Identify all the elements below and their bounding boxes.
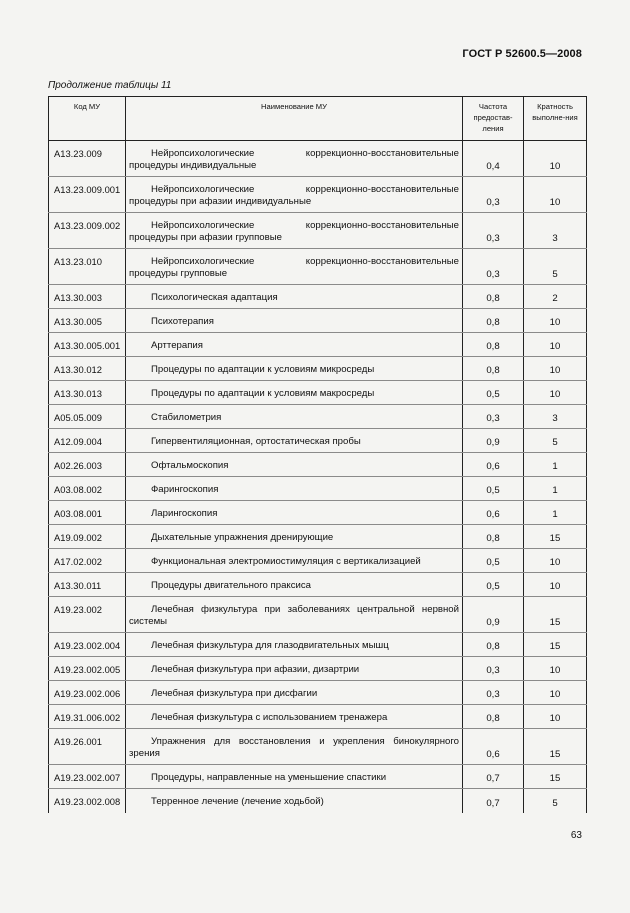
name-cell: Лечебная физкультура при дисфагии <box>126 681 463 705</box>
name-cell: Лечебная физкультура для глазодвигательных мышц <box>126 633 463 657</box>
table-row <box>49 501 587 525</box>
table-row <box>49 765 587 789</box>
column-header-frequency: Частота предостав-ления <box>463 97 524 141</box>
frequency-cell: 0,3 <box>463 657 524 681</box>
frequency-cell: 0,3 <box>463 405 524 429</box>
name-cell: Упражнения для восстановления и укрепления бинокулярного зрения <box>126 729 463 765</box>
table-row <box>49 357 587 381</box>
table-row <box>49 429 587 453</box>
table-row <box>49 573 587 597</box>
frequency-cell: 0,9 <box>463 597 524 633</box>
frequency-cell: 0,8 <box>463 285 524 309</box>
name-cell: Нейропсихологические коррекционно-восстановительные процедуры индивидуальные <box>126 141 463 177</box>
frequency-cell: 0,3 <box>463 213 524 249</box>
frequency-cell: 0,8 <box>463 525 524 549</box>
frequency-cell: 0,5 <box>463 549 524 573</box>
table-row <box>49 453 587 477</box>
frequency-cell: 0,3 <box>463 177 524 213</box>
code-cell: A13.23.009.002 <box>49 213 126 249</box>
name-cell: Нейропсихологические коррекционно-восстановительные процедуры при афазии групповые <box>126 213 463 249</box>
name-cell: Процедуры, направленные на уменьшение спастики <box>126 765 463 789</box>
column-header-multiplicity: Кратность выполне-ния <box>524 97 587 141</box>
name-cell: Терренное лечение (лечение ходьбой) <box>126 789 463 813</box>
multiplicity-cell: 10 <box>524 549 587 573</box>
table-row <box>49 177 587 213</box>
multiplicity-cell: 10 <box>524 705 587 729</box>
multiplicity-cell: 10 <box>524 333 587 357</box>
multiplicity-cell: 2 <box>524 285 587 309</box>
table-row <box>49 681 587 705</box>
frequency-cell: 0,5 <box>463 573 524 597</box>
table-row <box>49 381 587 405</box>
name-cell: Психологическая адаптация <box>126 285 463 309</box>
frequency-cell: 0,8 <box>463 333 524 357</box>
frequency-cell: 0,6 <box>463 501 524 525</box>
code-cell: A19.09.002 <box>49 525 126 549</box>
table-row <box>49 333 587 357</box>
frequency-cell: 0,6 <box>463 453 524 477</box>
multiplicity-cell: 10 <box>524 357 587 381</box>
table-caption: Продолжение таблицы 11 <box>48 80 172 91</box>
code-cell: A03.08.001 <box>49 501 126 525</box>
name-cell: Психотерапия <box>126 309 463 333</box>
code-cell: A13.30.013 <box>49 381 126 405</box>
name-cell: Стабилометрия <box>126 405 463 429</box>
table-row <box>49 477 587 501</box>
name-cell: Лечебная физкультура при афазии, дизартрии <box>126 657 463 681</box>
multiplicity-cell: 10 <box>524 657 587 681</box>
code-cell: A13.30.005 <box>49 309 126 333</box>
name-cell: Дыхательные упражнения дренирующие <box>126 525 463 549</box>
code-cell: A13.30.011 <box>49 573 126 597</box>
code-cell: A13.30.003 <box>49 285 126 309</box>
multiplicity-cell: 15 <box>524 525 587 549</box>
name-cell: Нейропсихологические коррекционно-восстановительные процедуры при афазии индивидуальные <box>126 177 463 213</box>
multiplicity-cell: 10 <box>524 177 587 213</box>
multiplicity-cell: 10 <box>524 573 587 597</box>
name-cell: Процедуры по адаптации к условиям микросреды <box>126 357 463 381</box>
name-cell: Арттерапия <box>126 333 463 357</box>
multiplicity-cell: 5 <box>524 249 587 285</box>
frequency-cell: 0,5 <box>463 381 524 405</box>
frequency-cell: 0,3 <box>463 249 524 285</box>
table-row <box>49 789 587 813</box>
services-table <box>48 96 587 813</box>
code-cell: A19.23.002.005 <box>49 657 126 681</box>
frequency-cell: 0,8 <box>463 633 524 657</box>
code-cell: A19.23.002 <box>49 597 126 633</box>
table-row <box>49 525 587 549</box>
frequency-cell: 0,8 <box>463 309 524 333</box>
frequency-cell: 0,8 <box>463 357 524 381</box>
table-row <box>49 405 587 429</box>
table-row <box>49 549 587 573</box>
table-row <box>49 657 587 681</box>
code-cell: A19.23.002.007 <box>49 765 126 789</box>
name-cell: Лечебная физкультура с использованием тренажера <box>126 705 463 729</box>
name-cell: Фарингоскопия <box>126 477 463 501</box>
name-cell: Процедуры по адаптации к условиям макросреды <box>126 381 463 405</box>
frequency-cell: 0,7 <box>463 789 524 813</box>
code-cell: A17.02.002 <box>49 549 126 573</box>
code-cell: A13.30.005.001 <box>49 333 126 357</box>
column-header-code: Код МУ <box>49 97 126 141</box>
table-row <box>49 597 587 633</box>
code-cell: A19.23.002.008 <box>49 789 126 813</box>
code-cell: A19.31.006.002 <box>49 705 126 729</box>
table-row <box>49 309 587 333</box>
name-cell: Процедуры двигательного праксиса <box>126 573 463 597</box>
name-cell: Гипервентиляционная, ортостатическая пробы <box>126 429 463 453</box>
frequency-cell: 0,4 <box>463 141 524 177</box>
code-cell: A19.23.002.004 <box>49 633 126 657</box>
table-row <box>49 633 587 657</box>
table-row <box>49 249 587 285</box>
table-row <box>49 141 587 177</box>
table-row <box>49 213 587 249</box>
multiplicity-cell: 15 <box>524 765 587 789</box>
name-cell: Офтальмоскопия <box>126 453 463 477</box>
code-cell: A13.23.009.001 <box>49 177 126 213</box>
multiplicity-cell: 10 <box>524 141 587 177</box>
table-row <box>49 729 587 765</box>
name-cell: Функциональная электромиостимуляция с вертикализацией <box>126 549 463 573</box>
frequency-cell: 0,8 <box>463 705 524 729</box>
document-standard-number: ГОСТ Р 52600.5—2008 <box>462 48 582 60</box>
frequency-cell: 0,7 <box>463 765 524 789</box>
multiplicity-cell: 1 <box>524 453 587 477</box>
multiplicity-cell: 5 <box>524 429 587 453</box>
code-cell: A19.26.001 <box>49 729 126 765</box>
code-cell: A02.26.003 <box>49 453 126 477</box>
code-cell: A03.08.002 <box>49 477 126 501</box>
frequency-cell: 0,3 <box>463 681 524 705</box>
multiplicity-cell: 10 <box>524 309 587 333</box>
code-cell: A12.09.004 <box>49 429 126 453</box>
code-cell: A05.05.009 <box>49 405 126 429</box>
multiplicity-cell: 15 <box>524 729 587 765</box>
column-header-name: Наименование МУ <box>126 97 463 141</box>
name-cell: Ларингоскопия <box>126 501 463 525</box>
name-cell: Лечебная физкультура при заболеваниях центральной нервной системы <box>126 597 463 633</box>
multiplicity-cell: 5 <box>524 789 587 813</box>
name-cell: Нейропсихологические коррекционно-восстановительные процедуры групповые <box>126 249 463 285</box>
code-cell: A19.23.002.006 <box>49 681 126 705</box>
table-header-row <box>49 97 587 141</box>
table-body <box>49 141 587 813</box>
multiplicity-cell: 1 <box>524 477 587 501</box>
frequency-cell: 0,5 <box>463 477 524 501</box>
multiplicity-cell: 10 <box>524 681 587 705</box>
code-cell: A13.23.009 <box>49 141 126 177</box>
frequency-cell: 0,9 <box>463 429 524 453</box>
multiplicity-cell: 15 <box>524 597 587 633</box>
code-cell: A13.23.010 <box>49 249 126 285</box>
page-number: 63 <box>570 830 582 841</box>
multiplicity-cell: 3 <box>524 213 587 249</box>
frequency-cell: 0,6 <box>463 729 524 765</box>
multiplicity-cell: 1 <box>524 501 587 525</box>
table-row <box>49 285 587 309</box>
multiplicity-cell: 10 <box>524 381 587 405</box>
code-cell: A13.30.012 <box>49 357 126 381</box>
multiplicity-cell: 15 <box>524 633 587 657</box>
multiplicity-cell: 3 <box>524 405 587 429</box>
table-row <box>49 705 587 729</box>
